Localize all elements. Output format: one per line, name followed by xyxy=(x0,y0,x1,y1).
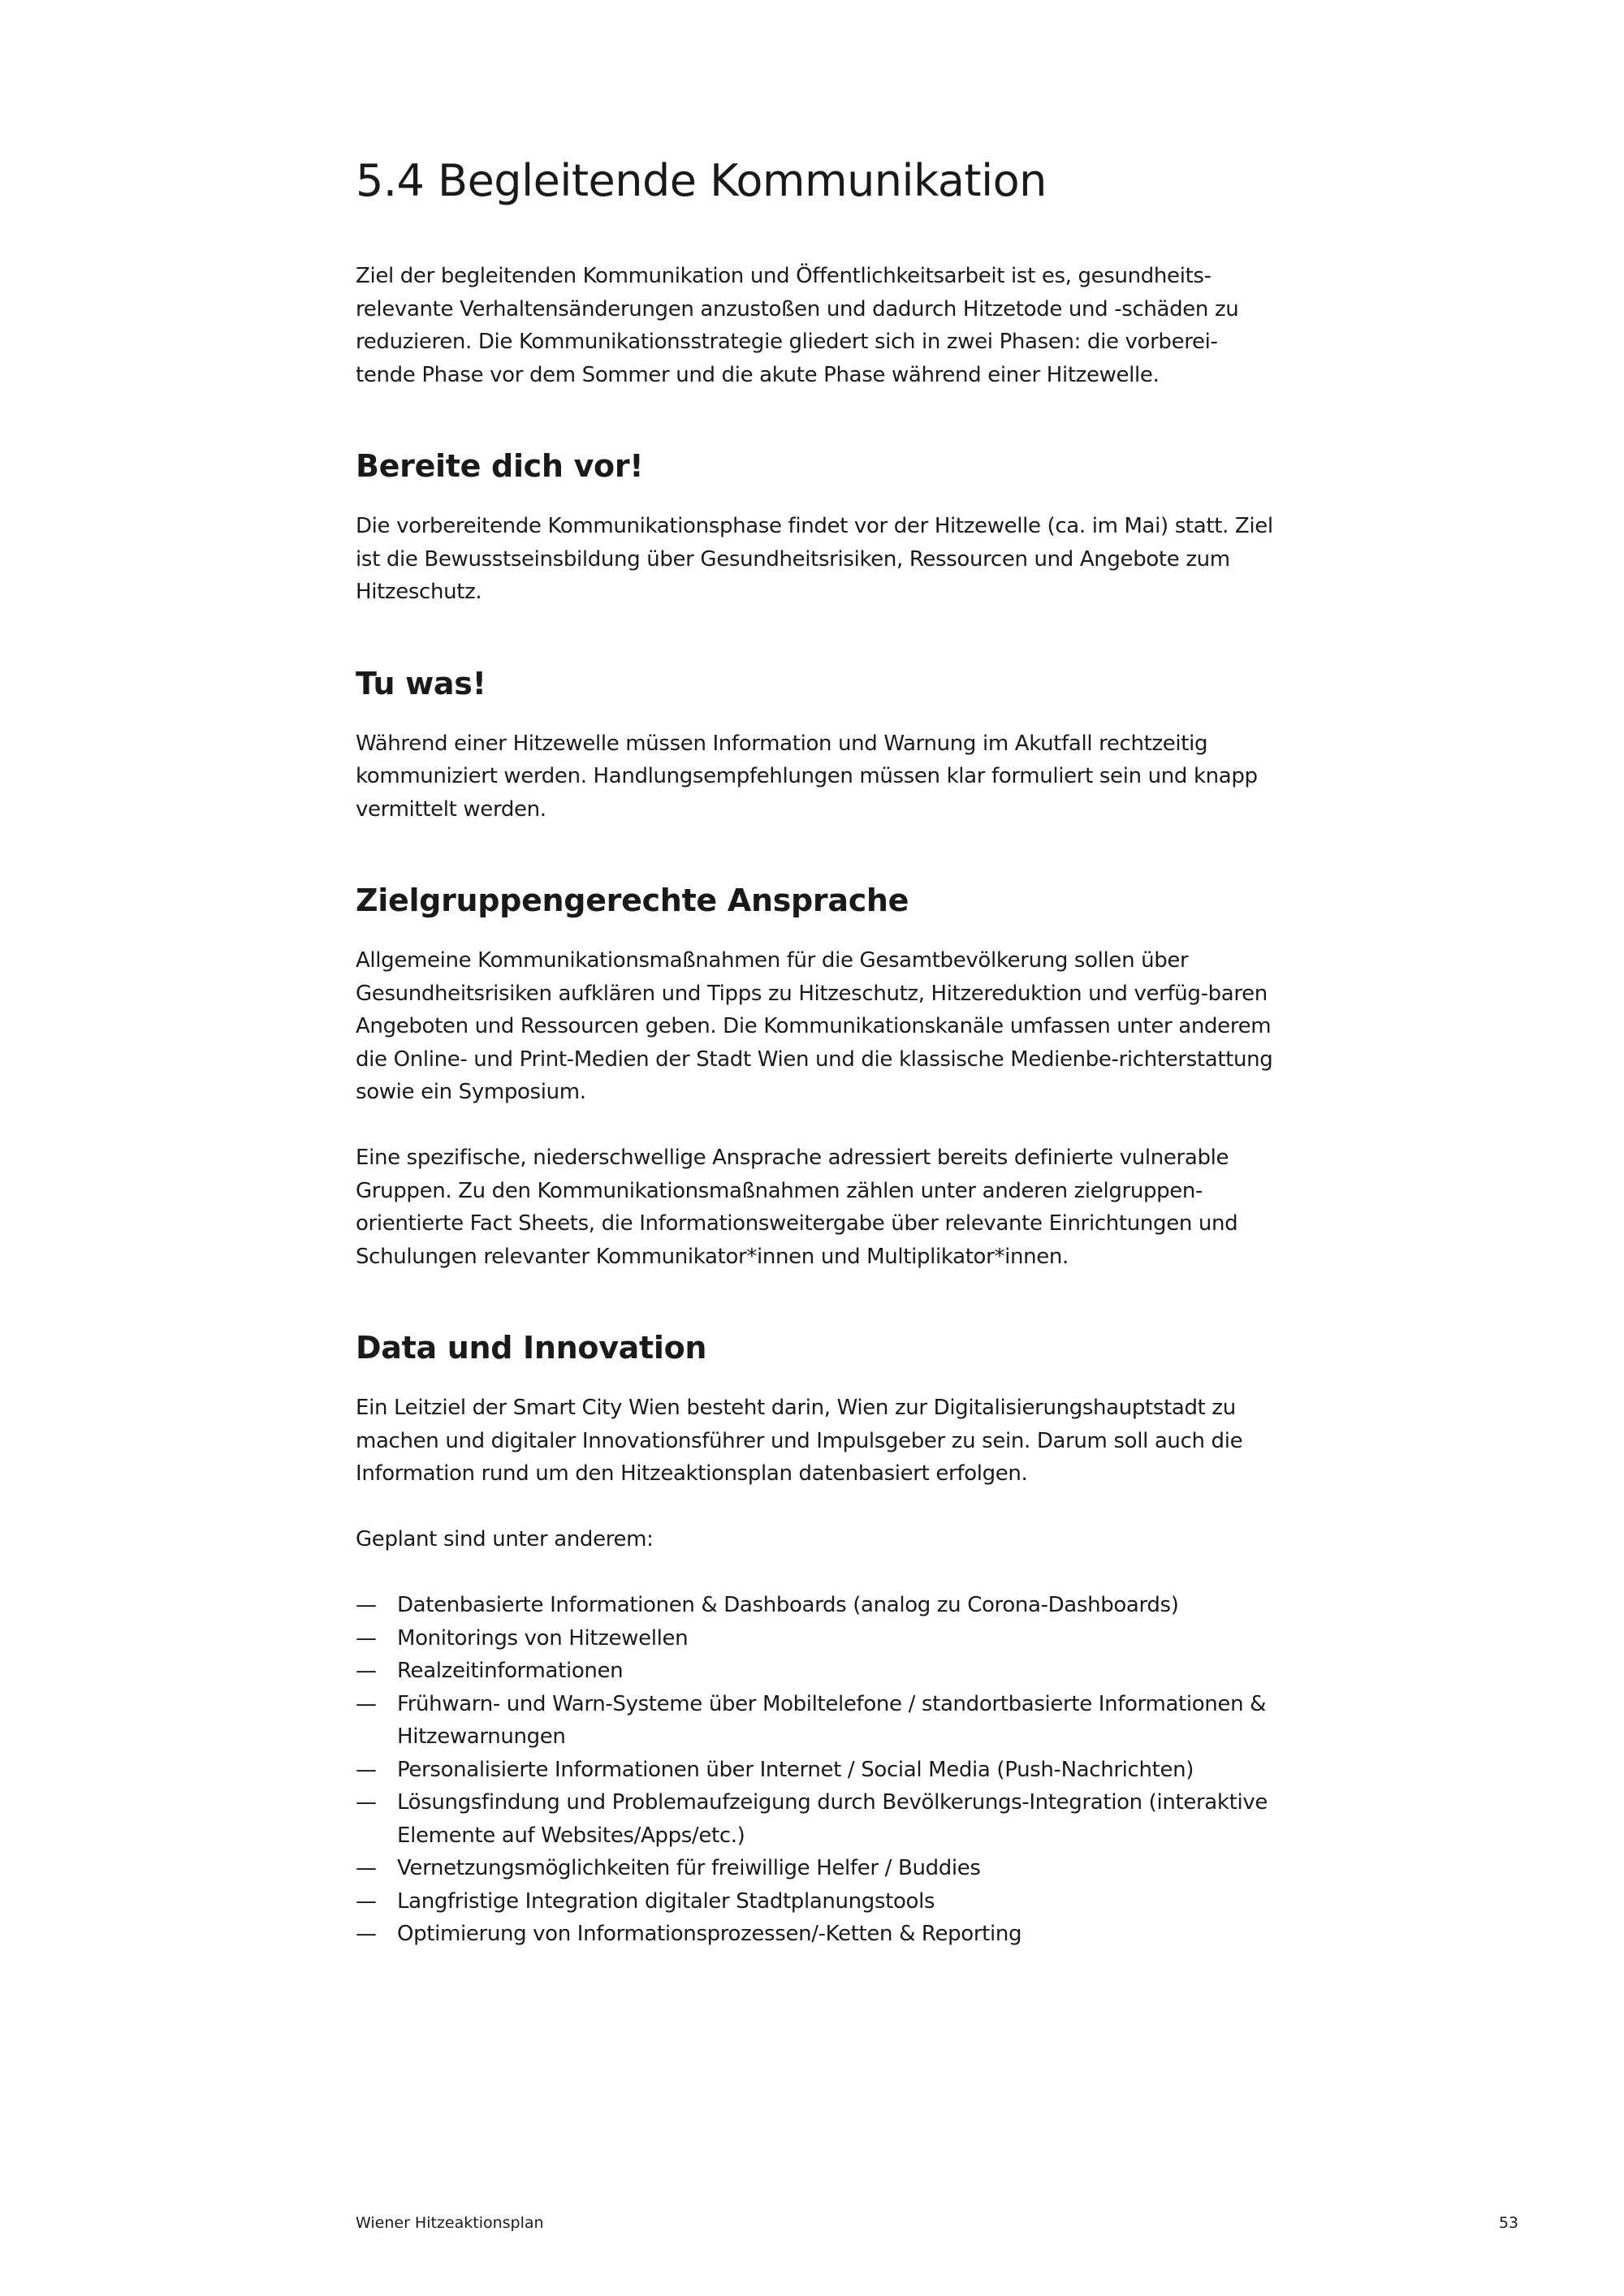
dash-bullet: — xyxy=(356,1790,377,1815)
footer-page-number: 53 xyxy=(1498,2214,1518,2232)
list-item-text: Langfristige Integration digitaler Stadtplanungstools xyxy=(397,1888,935,1914)
list-item-text: Realzeitinformationen xyxy=(397,1659,624,1683)
list-item-text: Datenbasierte Informationen & Dashboards (analog zu Corona-Dashboards) xyxy=(397,1593,1179,1617)
footer-document-title: Wiener Hitzeaktionsplan xyxy=(356,2214,544,2232)
list-item-text: Vernetzungsmöglichkeiten für freiwillige Helfer / Buddies xyxy=(397,1856,981,1880)
dash-bullet: — xyxy=(356,1691,377,1716)
section-heading-bereite-dich-vor: Bereite dich vor! xyxy=(356,448,644,484)
list-item-text: Frühwarn- und Warn-Systeme über Mobiltelefone / standortbasierte Informationen & Hitzewarnungen xyxy=(397,1691,1267,1749)
list-item xyxy=(356,1786,1273,1852)
dash-bullet: — xyxy=(356,1922,377,1946)
list-item xyxy=(356,1688,1273,1754)
section-paragraph: Während einer Hitzewelle müssen Information und Warnung im Akutfall rechtzeitig kommuniziert werden. Handlungsempfehlungen müssen klar formuliert sein und knapp vermittelt werden. xyxy=(356,731,1258,822)
list-item xyxy=(356,1918,1273,1951)
list-item xyxy=(356,1885,1273,1918)
list-item xyxy=(356,1852,1273,1885)
intro-paragraph: Ziel der begleitenden Kommunikation und Öffentlichkeitsarbeit ist es, gesundheits-relevante Verhaltensänderungen anzustoßen und dadurch Hitzetode und -schäden zu reduzieren. Die Kommunikationsstrategie gliedert sich in zwei Phasen: die vorberei-tende Phase vor dem Sommer und die akute Phase während einer Hitzewelle. xyxy=(356,264,1239,387)
dash-bullet: — xyxy=(356,1659,377,1683)
list-item xyxy=(356,1589,1273,1622)
list-item xyxy=(356,1754,1273,1787)
dash-bullet: — xyxy=(356,1593,377,1617)
section-paragraph: Die vorbereitende Kommunikationsphase findet vor der Hitzewelle (ca. im Mai) statt. Ziel ist die Bewusstseinsbildung über Gesundheitsrisiken, Ressourcen und Angebote zum Hitzeschutz. xyxy=(356,514,1273,604)
list-item-text: Lösungsfindung und Problemaufzeigung durch Bevölkerungs-Integration (interaktive Elemente auf Websites/Apps/etc.) xyxy=(397,1790,1268,1848)
list-item-text: Monitorings von Hitzewellen xyxy=(397,1625,689,1651)
section-paragraph: Allgemeine Kommunikationsmaßnahmen für die Gesamtbevölkerung sollen über Gesundheitsrisiken aufklären und Tipps zu Hitzeschutz, Hitzereduktion und verfüg-baren Angeboten und Ressourcen geben. Die Kommunikationskanäle umfassen unter anderem die Online- und Print-Medien der Stadt Wien und die klassische Medienbe-richterstattung sowie ein Symposium. xyxy=(356,948,1273,1104)
list-item-text: Personalisierte Informationen über Internet / Social Media (Push-Nachrichten) xyxy=(397,1757,1194,1782)
dash-bullet: — xyxy=(356,1625,377,1651)
list-intro: Geplant sind unter anderem: xyxy=(356,1527,654,1552)
dash-bullet: — xyxy=(356,1888,377,1914)
list-item xyxy=(356,1622,1273,1655)
section-heading-tu-was: Tu was! xyxy=(356,665,486,701)
section-heading-data-und-innovation: Data und Innovation xyxy=(356,1330,707,1366)
dash-bullet: — xyxy=(356,1757,377,1782)
section-heading-zielgruppengerechte-ansprache: Zielgruppengerechte Ansprache xyxy=(356,883,909,918)
page-title: 5.4 Begleitende Kommunikation xyxy=(356,155,1047,206)
planned-measures-list xyxy=(356,1589,1273,1951)
dash-bullet: — xyxy=(356,1856,377,1880)
list-item xyxy=(356,1655,1273,1688)
section-paragraph: Eine spezifische, niederschwellige Ansprache adressiert bereits definierte vulnerable Gruppen. Zu den Kommunikationsmaßnahmen zählen unter anderen zielgruppen-orientierte Fact Sheets, die Informationsweitergabe über relevante Einrichtungen und Schulungen relevanter Kommunikator*innen und Multiplikator*innen. xyxy=(356,1146,1238,1269)
page-content xyxy=(356,153,1273,1951)
list-item-text: Optimierung von Informationsprozessen/-Ketten & Reporting xyxy=(397,1922,1022,1946)
section-paragraph: Ein Leitziel der Smart City Wien besteht darin, Wien zur Digitalisierungshauptstadt zu machen und digitaler Innovationsführer und Impulsgeber zu sein. Darum soll auch die Information rund um den Hitzeaktionsplan datenbasiert erfolgen. xyxy=(356,1396,1243,1486)
